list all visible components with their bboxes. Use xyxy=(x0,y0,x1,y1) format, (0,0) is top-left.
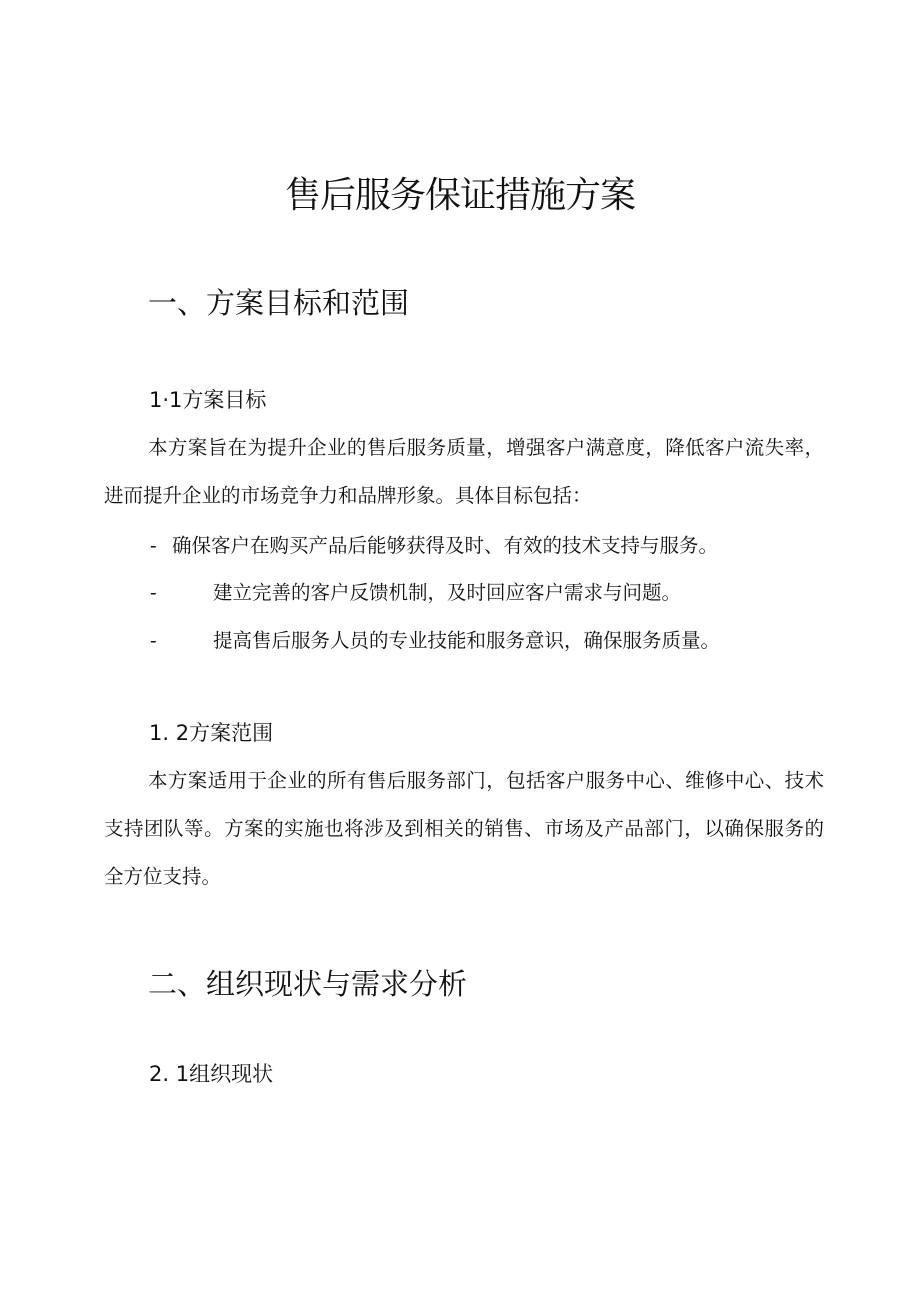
bullet-item xyxy=(150,578,681,608)
section-1-heading: 一、方案目标和范围 xyxy=(148,286,410,320)
bullet-text: 建立完善的客户反馈机制，及时回应客户需求与问题。 xyxy=(213,581,682,604)
bullet-text: 确保客户在购买产品后能够获得及时、有效的技术支持与服务。 xyxy=(172,534,719,557)
subsection-1-1-paragraph: 本方案旨在为提升企业的售后服务质量，增强客户满意度，降低客户流失率，进而提升企业的市场竞争力和品牌形象。具体目标包括： xyxy=(104,436,824,507)
subsection-2-1-heading: 2. 1组织现状 xyxy=(149,1062,274,1086)
bullet-item xyxy=(150,531,718,561)
bullet-item xyxy=(150,626,720,656)
section-2-heading: 二、组织现状与需求分析 xyxy=(148,967,468,1001)
document-title: 售后服务保证措施方案 xyxy=(284,175,635,216)
subsection-1-1-heading: 1·1方案目标 xyxy=(149,388,267,412)
bullet-dash: - xyxy=(150,534,157,557)
subsection-1-2-heading: 1. 2方案范围 xyxy=(149,721,274,745)
bullet-text: 提高售后服务人员的专业技能和服务意识，确保服务质量。 xyxy=(213,629,721,652)
bullet-dash: - xyxy=(150,629,157,652)
bullet-dash: - xyxy=(150,581,157,604)
subsection-1-2-paragraph: 本方案适用于企业的所有售后服务部门，包括客户服务中心、维修中心、技术支持团队等。方案的实施也将涉及到相关的销售、市场及产品部门，以确保服务的全方位支持。 xyxy=(104,769,824,888)
